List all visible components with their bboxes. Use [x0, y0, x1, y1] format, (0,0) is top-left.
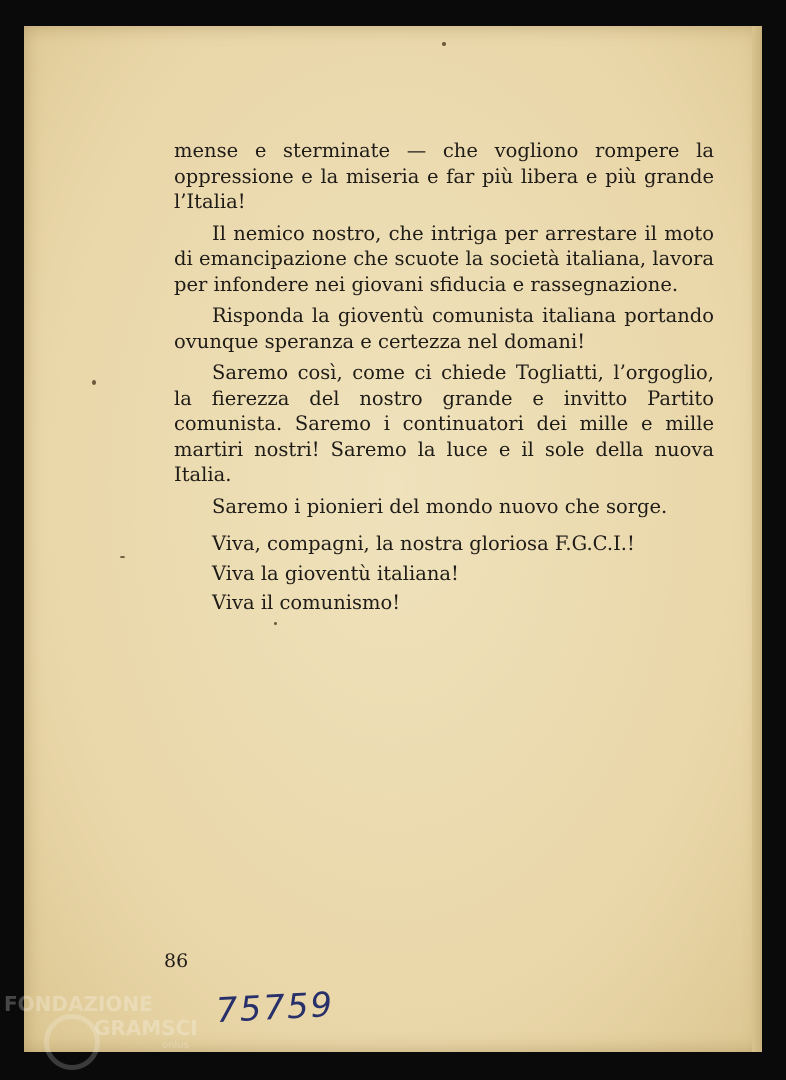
paragraph-1: mense e sterminate — che vogliono rompere la oppressione e la miseria e far più libera e più grande l’Italia!	[174, 139, 714, 213]
paragraph-5: Saremo i pionieri del mondo nuovo che sorge.	[212, 494, 668, 518]
watermark-logo	[4, 992, 204, 1072]
paragraph-2: Il nemico nostro, che intriga per arrestare il moto di emancipazione che scuote la società italiana, lavora per infondere nei giovani sfiducia e rassegnazione.	[174, 221, 714, 296]
page-edge	[752, 26, 762, 1052]
closing-line-2: Viva la gioventù italiana!	[212, 561, 459, 585]
paper-speck	[120, 556, 125, 558]
paper-speck	[442, 42, 446, 46]
paper-speck	[274, 622, 277, 625]
body-text	[174, 138, 714, 620]
watermark-circle-icon	[44, 1014, 100, 1070]
paper-speck	[92, 380, 96, 385]
closing-line-1: Viva, compagni, la nostra gloriosa F.G.C.I.!	[212, 532, 635, 555]
watermark-line-2: GRAMSCI	[94, 1016, 198, 1040]
paragraph-3: Risponda la gioventù comunista italiana portando ovunque speranza e certezza nel domani!	[174, 304, 714, 353]
archive-handwritten-number: 75759	[215, 984, 336, 1032]
book-page	[24, 26, 762, 1052]
page-number: 86	[164, 950, 189, 972]
paragraph-4: Saremo così, come ci chiede Togliatti, l’orgoglio, la fierezza del nostro grande e invitto Partito comunista. Saremo i continuatori dei mille e mille martiri nostri! Saremo la luce e il sole della nuova Italia.	[174, 361, 714, 486]
watermark-line-3: onlus	[162, 1040, 189, 1051]
watermark-line-1: FONDAZIONE	[4, 992, 153, 1016]
closing-line-3: Viva il comunismo!	[212, 591, 401, 614]
